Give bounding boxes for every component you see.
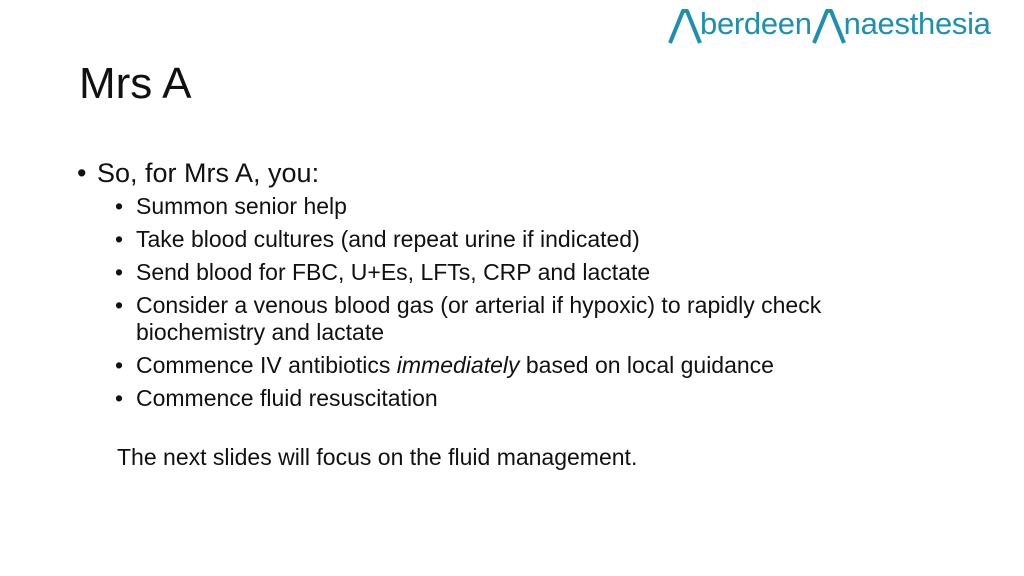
list-item-text: Consider a venous blood gas (or arterial if hypoxic) to rapidly check biochemistry and lactate — [136, 292, 822, 345]
list-item-text-end: based on local guidance — [519, 352, 774, 378]
bullet-marker: • — [115, 385, 124, 411]
bullet-marker: • — [115, 292, 124, 318]
logo-word-naesthesia: naesthesia — [843, 6, 991, 41]
list-item-text: Send blood for FBC, U+Es, LFTs, CRP and lactate — [136, 259, 651, 285]
list-item-text: Take blood cultures (and repeat urine if indicated) — [136, 226, 640, 252]
aberdeen-anaesthesia-logo — [668, 4, 991, 44]
list-item-text: Summon senior help — [136, 193, 347, 219]
list-item — [115, 352, 937, 379]
list-item-text-start: Commence IV antibiotics — [136, 352, 397, 378]
list-item — [115, 292, 937, 346]
bullet-marker: • — [115, 193, 124, 219]
list-item — [115, 226, 937, 253]
slide-body — [77, 155, 937, 471]
main-bullet-text: So, for Mrs A, you: — [97, 158, 320, 188]
bullet-marker: • — [115, 352, 124, 378]
list-item-text: Commence fluid resuscitation — [136, 385, 438, 411]
list-item — [115, 193, 937, 220]
bullet-marker: • — [77, 158, 87, 188]
logo-word-berdeen: berdeen — [700, 6, 812, 41]
bullet-marker: • — [115, 259, 124, 285]
list-item — [115, 385, 937, 412]
lambda-logo-icon — [668, 8, 702, 44]
emphasis-text: immediately — [396, 352, 520, 378]
sub-bullet-list — [115, 193, 937, 412]
lambda-logo-icon — [812, 8, 846, 44]
list-item-text — [136, 352, 774, 379]
main-bullet — [77, 155, 937, 191]
slide-title: Mrs A — [79, 59, 192, 108]
list-item — [115, 259, 937, 286]
closing-note: The next slides will focus on the fluid management. — [117, 444, 638, 470]
bullet-marker: • — [115, 226, 124, 252]
